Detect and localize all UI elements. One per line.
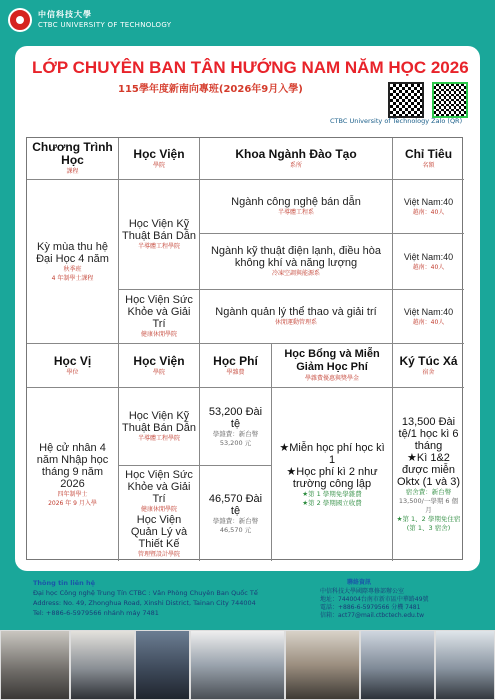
- college-semiconductor-label: Học Viện Kỹ Thuật Bán Dẫn: [122, 218, 196, 242]
- quota-3-label: Việt Nam:40: [403, 307, 454, 317]
- college-health-2: [119, 466, 200, 561]
- program-table: [26, 137, 463, 560]
- photo-3: [135, 630, 190, 700]
- contact-right-heading: 聯絡資訊: [347, 579, 372, 586]
- page-subtitle: 115學年度新南向專班(2026年9月入學): [118, 84, 303, 95]
- dorm-line2: ★Kì 1&2 được miễn Oktx (1 và 3): [397, 452, 460, 488]
- dorm-cell: [393, 388, 464, 561]
- photo-7: [435, 630, 495, 700]
- university-name-en: CTBC UNIVERSITY OF TECHNOLOGY: [38, 21, 172, 29]
- header-dorm: [393, 344, 464, 388]
- program-cell: [27, 180, 119, 344]
- degree-label: Hệ cử nhân 4 năm Nhập học tháng 9 năm 2026: [36, 441, 109, 490]
- header-quota-zh: 名額: [422, 161, 435, 169]
- program-zh1: 秋季班: [63, 265, 82, 273]
- college-semiconductor-2-zh: 半導體工程學院: [137, 435, 180, 442]
- contact-email[interactable]: 信箱：act77@mail.ctbctech.edu.tw: [320, 612, 425, 619]
- header-major: [200, 138, 393, 180]
- photo-5: [285, 630, 360, 700]
- header-program-zh: 課程: [66, 168, 79, 175]
- college-semiconductor: [119, 180, 200, 290]
- tuition-1-zh: 學雜費：新台幣: [212, 429, 259, 438]
- quota-row-2: [393, 234, 464, 290]
- photo-strip: [0, 630, 495, 700]
- scholarship-zh1: ★第 1 學期免學雜費: [302, 489, 362, 498]
- header-scholarship-zh: 學雜費優惠與獎學金: [304, 375, 359, 382]
- major-3-label: Ngành quản lý thể thao và giải trí: [215, 306, 377, 318]
- header-college: [119, 138, 200, 180]
- major-2-label: Ngành kỹ thuật điện lạnh, điều hòa không khí và năng lượng: [210, 245, 382, 269]
- header-dorm-label: Ký Túc Xá: [399, 353, 458, 368]
- header-scholarship-label: Học Bổng và Miễn Giảm Học Phí: [284, 348, 380, 373]
- header-tuition: [200, 344, 272, 388]
- header-dorm-zh: 宿舍: [422, 368, 435, 376]
- header-college-2: [119, 344, 200, 388]
- college-semiconductor-zh: 半導體工程學院: [137, 243, 180, 250]
- major-2-zh: 冷凍空調與能源系: [271, 270, 320, 277]
- degree-cell: [27, 388, 119, 561]
- tuition-1-zh-amount: 53,200 元: [219, 438, 252, 447]
- tuition-2-amount: 46,570 Đài tệ: [208, 492, 263, 517]
- header-degree-label: Học Vị: [53, 353, 92, 368]
- contact-right-office: 中信科技大學國際專修部辦公室: [320, 588, 405, 595]
- college-health-2-label: Học Viện Sức Khỏe và Giải Trí: [125, 468, 193, 505]
- dorm-zh2: 13,500/一學期 6 個月: [398, 497, 459, 514]
- qr-code-zalo[interactable]: [432, 82, 468, 118]
- college-health-zh: 健康休閒學院: [140, 331, 177, 338]
- major-1-zh: 半導體工程系: [277, 209, 314, 216]
- contact-phone[interactable]: Tel: +886-6-5979566 nhánh máy 7481: [33, 609, 159, 617]
- header: [0, 0, 495, 40]
- contact-office: Đại học Công nghệ Trung Tín CTBC : Văn Phòng Chuyên Ban Quốc Tế: [33, 589, 258, 597]
- quota-3-zh: 越南：40人: [412, 319, 445, 326]
- college-health: [119, 290, 200, 344]
- dorm-zh3: ★第 1、2 學期免住宿(第 1、3 宿舍): [396, 515, 461, 532]
- header-college-label: Học Viện: [133, 146, 185, 161]
- scholarship-cell: [272, 388, 393, 561]
- header-college-2-label: Học Viện: [133, 353, 185, 368]
- photo-2: [70, 630, 135, 700]
- major-row-3: [200, 290, 393, 344]
- quota-1-zh: 越南：40人: [412, 209, 445, 216]
- scholarship-line2: ★Học phí kì 2 như trường công lập: [286, 465, 378, 490]
- header-major-label: Khoa Ngành Đào Tạo: [235, 146, 357, 161]
- college-health-label: Học Viện Sức Khỏe và Giải Trí: [125, 294, 193, 330]
- college-semiconductor-2-label: Học Viện Kỹ Thuật Bán Dẫn: [122, 410, 196, 434]
- scholarship-zh2: ★第 2 學期國立收費: [302, 498, 362, 507]
- header-quota: [393, 138, 464, 180]
- quota-2-label: Việt Nam:40: [403, 252, 454, 262]
- header-degree-zh: 學位: [66, 368, 79, 376]
- contact-heading: Thông tin liên hệ: [33, 579, 96, 587]
- quota-row-3: [393, 290, 464, 344]
- degree-zh1: 四年制學士: [57, 490, 88, 498]
- university-logo: [8, 8, 32, 32]
- header-college-zh: 學院: [152, 161, 165, 169]
- major-1-label: Ngành công nghệ bán dẫn: [231, 196, 361, 208]
- tuition-1: [200, 388, 272, 466]
- quota-1-label: Việt Nam:40: [403, 197, 454, 207]
- header-major-zh: 系所: [289, 161, 302, 169]
- college-management-label: Học Viện Quản Lý và Thiết Kế: [130, 513, 188, 550]
- dorm-line1: 13,500 Đài tệ/1 học kì 6 tháng: [398, 416, 459, 452]
- page-title: LỚP CHUYÊN BAN TÂN HƯỚNG NAM NĂM HỌC 2026: [32, 58, 469, 77]
- program-label: Kỳ mùa thu hệ Đại Học 4 năm: [36, 240, 109, 265]
- photo-4: [190, 630, 285, 700]
- college-health-2-zh: 健康休閒學院: [140, 505, 177, 513]
- program-zh2: 4 年制學士課程: [51, 274, 94, 282]
- header-scholarship: [272, 344, 393, 388]
- header-college-2-zh: 學院: [152, 368, 165, 376]
- tuition-1-amount: 53,200 Đài tệ: [208, 405, 263, 430]
- photo-1: [0, 630, 70, 700]
- header-degree: [27, 344, 119, 388]
- header-quota-label: Chỉ Tiêu: [404, 146, 453, 161]
- college-management-zh: 管理暨設計學院: [137, 550, 180, 558]
- degree-zh2: 2026 年 9 月入學: [48, 499, 97, 507]
- college-semiconductor-2: [119, 388, 200, 466]
- qr-code-university[interactable]: [388, 82, 424, 118]
- header-program-label: Chương Trình Học: [32, 140, 113, 167]
- tuition-2-zh-amount: 46,570 元: [219, 525, 252, 534]
- header-program: [27, 138, 119, 180]
- contact-right-address: 地址：744004台南市新市區中華路49號: [320, 596, 429, 603]
- quota-row-1: [393, 180, 464, 234]
- qr-caption: CTBC University of Technology Zalo (QR): [330, 117, 463, 125]
- quota-2-zh: 越南：40人: [412, 264, 445, 271]
- header-tuition-label: Học Phí: [213, 353, 258, 368]
- major-row-2: [200, 234, 393, 290]
- tuition-2: [200, 466, 272, 561]
- major-row-1: [200, 180, 393, 234]
- scholarship-line1: ★Miễn học phí học kì 1: [279, 441, 385, 466]
- dorm-zh1: 宿舍費：新台幣: [405, 488, 452, 496]
- photo-6: [360, 630, 435, 700]
- tuition-2-zh: 學雜費：新台幣: [212, 516, 259, 525]
- contact-right-phone: 電話：+886-6-5979566 分機 7481: [320, 604, 421, 611]
- header-tuition-zh: 學雜費: [226, 368, 245, 376]
- university-name-cn: 中信科技大學: [38, 10, 92, 19]
- contact-address: Address: No. 49, Zhonghua Road, Xinshi District, Tainan City 744004: [33, 599, 256, 607]
- major-3-zh: 休閒運動管理系: [274, 319, 317, 326]
